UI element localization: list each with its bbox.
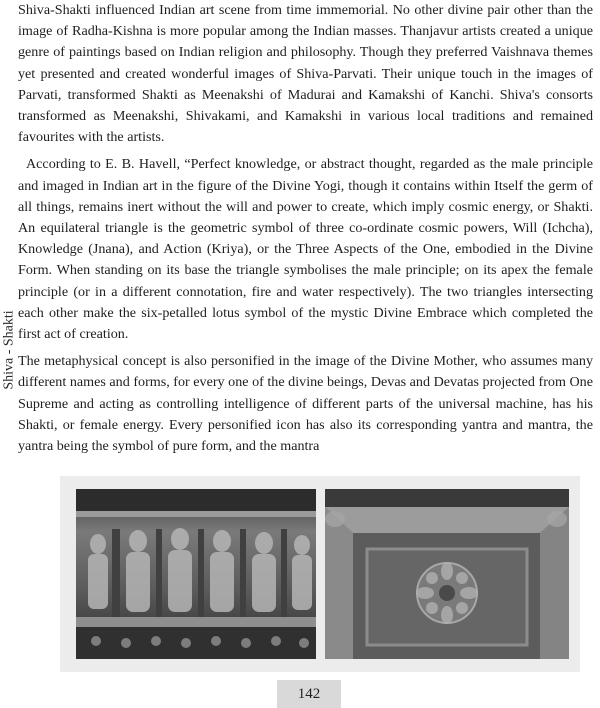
ceiling-lotus-photo bbox=[325, 489, 569, 659]
photo-panel bbox=[60, 476, 580, 672]
page-number: 142 bbox=[297, 685, 321, 702]
paragraph-2: According to E. B. Havell, “Perfect knowledge, or abstract thought, regarded as the male principle and imaged in Indian art in the figure of the Divine Yogi, though it contains within Itself the germ of all things, remains inert without the will and power to create, which imply cosmic energy, or Shakti. An equilateral triangle is the geometric symbol of three co-ordinate cosmic powers, Will (Ichcha), Knowledge (Jnana), and Action (Kriya), or the Three Aspects of the One, embodied in the Divine Form. When standing on its base the triangle symbolises the male principle; on its apex the female principle (or in a different connotation, fire and water respectively). The two triangles intersecting each other make the six-petalled lotus symbol of the mystic Divine Embrace which completed the first act of creation. bbox=[18, 156, 593, 343]
paragraph-1: Shiva-Shakti influenced Indian art scene from time immemorial. No other divine pair other than the image of Radha-Kishna is more popular among the Indian masses. Thanjavur artists created a unique genre of paintings based on Indian religion and philosophy. Though they preferred Vaishnava themes yet presented and created wonderful images of Shiva-Parvati. Their unique touch in the images of Parvati, transformed Shakti as Meenakshi of Madurai and Kamakshi of Kanchi. Shiva's consorts transformed as Meenakshi, Shivakami, and Kamakshi in various local traditions and remained favourites with the artists. bbox=[18, 2, 593, 146]
body-text bbox=[18, 0, 593, 463]
page-number-box bbox=[277, 680, 341, 708]
carved-figures-photo bbox=[76, 489, 316, 659]
section-label bbox=[2, 295, 18, 405]
paragraph-3: The metaphysical concept is also personified in the image of the Divine Mother, who assumes many different names and forms, for every one of the divine beings, Devas and Devatas projected from One Supreme and acting as controlling intelligence of different parts of the universal machine, has his Shakti, or female energy. Every personified icon has also its corresponding yantra and mantra, the yantra being the symbol of pure form, and the mantra bbox=[18, 353, 593, 455]
section-label-text: Shiva - Shakti bbox=[2, 310, 17, 390]
